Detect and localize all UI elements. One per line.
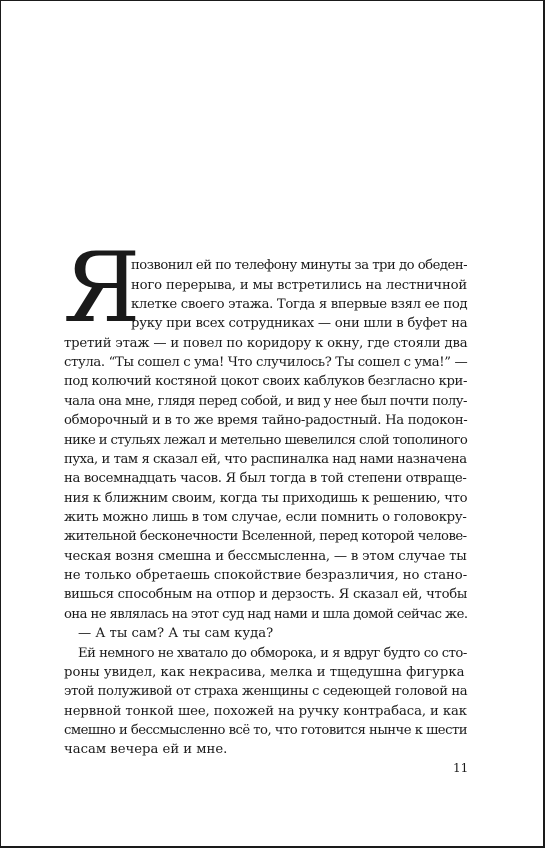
text-line: жить можно лишь в том случае, если помнить о головокру- [64, 510, 467, 525]
text-line: часам вечера ей и мне. [64, 742, 228, 757]
text-line: не только обретаешь спокойствие безразличия, но стано- [64, 568, 468, 583]
text-line: третий этаж — и повел по коридору к окну, где стояли два [64, 336, 468, 351]
text-line: чала она мне, глядя перед собой, и вид у нее был почти полу- [64, 394, 467, 409]
text-line: — А ты сам? А ты сам куда? [78, 626, 274, 641]
text-line: под колючий костяной цокот своих каблуков безгласно кри- [64, 374, 468, 389]
text-line: роны увидел, как некрасива, мелка и тщедушна фигурка [64, 665, 465, 680]
text-line: она не являлась на этот суд над нами и шла домой сейчас же. [64, 607, 468, 622]
text-line: обморочный и в то же время тайно-радостный. На подокон- [64, 413, 468, 428]
drop-cap-block [63, 232, 141, 344]
text-line: пуха, и там я сказал ей, что распиналка над нами назначена [64, 452, 467, 467]
text-line: на восемнадцать часов. Я был тогда в той степени отвраще- [64, 471, 467, 486]
text-line: этой полуживой от страха женщины с седеющей головой на [64, 684, 468, 699]
text-line: ния к ближним своим, когда ты приходишь к решению, что [64, 491, 468, 506]
text-line: ческая возня смешна и бессмысленна, — в этом случае ты [64, 549, 467, 564]
text-line: Ей немного не хватало до обморока, и я вдруг будто со сто- [78, 646, 467, 661]
text-line: смешно и бессмысленно всё то, что готовится нынче к шести [64, 723, 467, 738]
text-line: стула. “Ты сошел с ума! Что случилось? Ты сошел с ума!” — [64, 355, 468, 370]
drop-cap: Я [63, 232, 141, 344]
text-line: жительной бесконечности Вселенной, перед которой челове- [64, 529, 467, 544]
text-line: нике и стульях лежал и метельно шевелился слой тополиного [64, 433, 468, 448]
text-line: руку при всех сотрудниках — они шли в буфет на [131, 316, 468, 331]
text-line: нервной тонкой шее, похожей на ручку контрабаса, и как [64, 704, 467, 719]
text-line: ного перерыва, и мы встретились на лестничной [131, 278, 468, 293]
text-line: вишься способным на отпор и дерзость. Я сказал ей, чтобы [64, 587, 468, 602]
page-number: 11 [453, 761, 469, 775]
text-line: клетке своего этажа. Тогда я впервые взял ее под [131, 297, 468, 312]
text-line: позвонил ей по телефону минуты за три до обеден- [131, 258, 468, 273]
